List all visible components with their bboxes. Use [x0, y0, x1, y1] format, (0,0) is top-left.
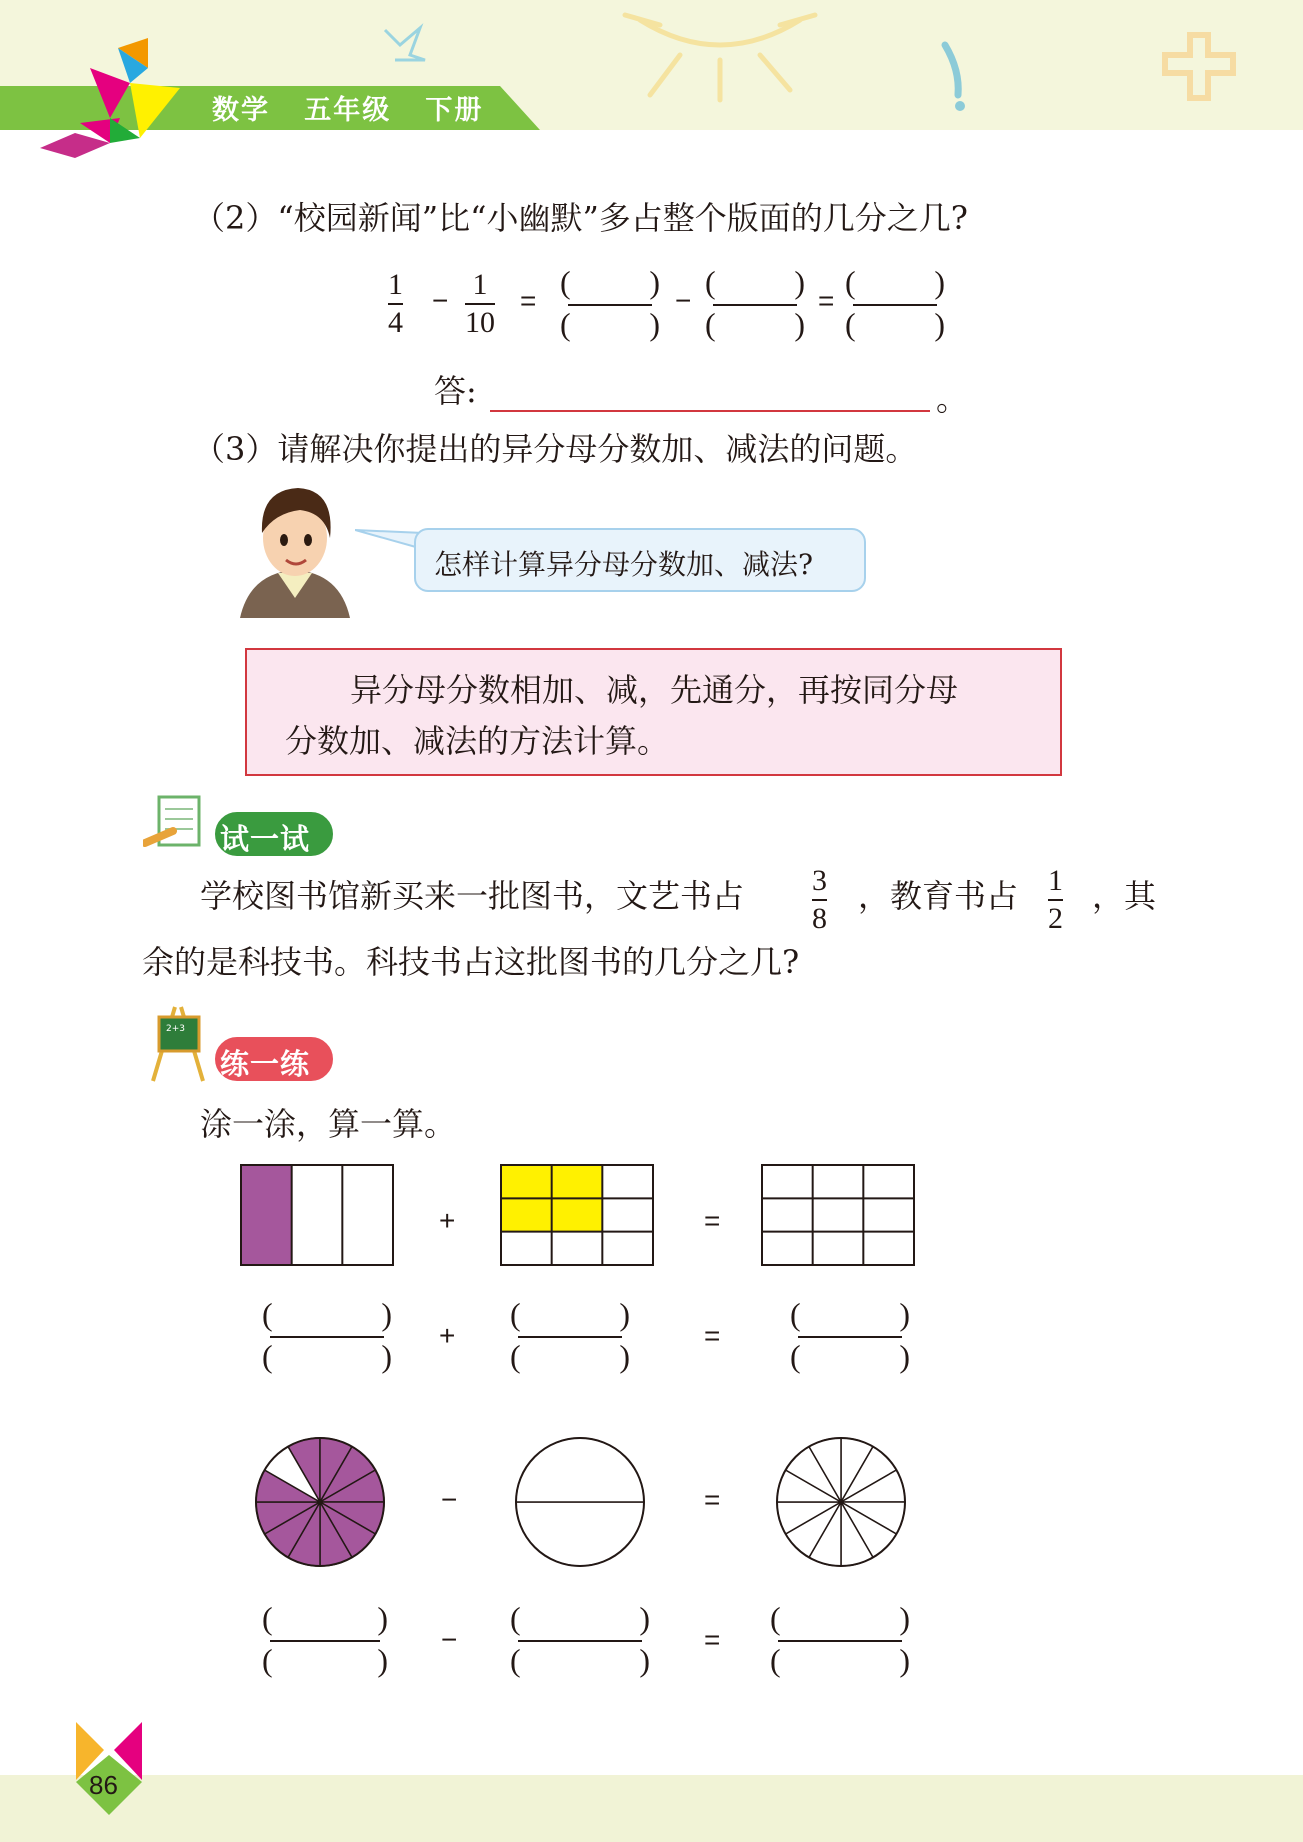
- fraction-1-4: 1 4: [388, 268, 403, 339]
- notebook-icon: [143, 793, 208, 855]
- equals-sign: =: [704, 1484, 721, 1515]
- answer-label: 答:: [434, 372, 477, 410]
- speech-text: 怎样计算异分母分数加、减法?: [434, 548, 814, 581]
- practice-title: 练一练: [220, 1047, 311, 1081]
- circle-mid-sector: [516, 1502, 644, 1566]
- page-number: 86: [89, 1770, 118, 1800]
- minus-sign: −: [441, 1484, 458, 1515]
- fraction-blank[interactable]: ( ) ( ): [262, 1296, 392, 1374]
- answer-line[interactable]: [490, 410, 930, 412]
- rule-line-2: 分数加、减法的方法计算。: [285, 722, 670, 760]
- footer-background: [0, 1775, 1303, 1842]
- equals-sign: =: [818, 285, 835, 316]
- rect-ninths-middle[interactable]: [500, 1164, 656, 1266]
- equals-sign: =: [704, 1320, 721, 1351]
- fraction-1-10: 1 10: [465, 268, 495, 339]
- fraction-blank[interactable]: ( ) ( ): [560, 264, 660, 342]
- fraction-blank[interactable]: ( ) ( ): [510, 1600, 650, 1678]
- plus-sign: +: [439, 1320, 456, 1351]
- fraction-blank[interactable]: ( ) ( ): [705, 264, 805, 342]
- rule-line-1: 异分母分数相加、减，先通分，再按同分母: [350, 671, 959, 709]
- plus-sign: +: [439, 1205, 456, 1236]
- try-it-title: 试一试: [220, 822, 311, 856]
- circle-halves-middle: [500, 1422, 660, 1582]
- practice-instruction: 涂一涂，算一算。: [200, 1105, 457, 1143]
- fraction-3-8: 3 8: [812, 864, 827, 935]
- fraction-blank[interactable]: ( ) ( ): [770, 1600, 910, 1678]
- try-it-line-1b: ，教育书占: [858, 877, 1019, 915]
- header-title: 数学 五年级 下册: [212, 95, 484, 126]
- fraction-blank[interactable]: ( ) ( ): [845, 264, 945, 342]
- tangram-logo: [30, 28, 190, 158]
- fraction-blank[interactable]: ( ) ( ): [262, 1600, 388, 1678]
- minus-sign: −: [675, 285, 692, 316]
- chalkboard-text: 2+3: [166, 1024, 185, 1034]
- equals-sign: =: [704, 1624, 721, 1655]
- try-it-line-2: 余的是科技书。科技书占这批图书的几分之几?: [142, 943, 800, 981]
- circle-twelfths-right[interactable]: [761, 1422, 921, 1582]
- rect-ninths-right[interactable]: [761, 1164, 917, 1266]
- answer-end: 。: [936, 380, 969, 418]
- fraction-blank[interactable]: ( ) ( ): [510, 1296, 630, 1374]
- circle-twelfths-left: [240, 1422, 400, 1582]
- rect-thirds-left: [240, 1164, 396, 1266]
- teacher-avatar: [240, 478, 350, 618]
- fraction-blank[interactable]: ( ) ( ): [790, 1296, 910, 1374]
- minus-sign: −: [441, 1624, 458, 1655]
- equals-sign: =: [704, 1205, 721, 1236]
- fraction-1-2: 1 2: [1048, 864, 1063, 935]
- try-it-line-1c: ，其: [1092, 877, 1157, 915]
- equals-sign: =: [520, 285, 537, 316]
- q3-question: （3）请解决你提出的异分母分数加、减法的问题。: [193, 430, 918, 468]
- chalkboard-icon: [143, 1003, 213, 1083]
- minus-sign: −: [432, 285, 449, 316]
- q2-question: （2）“校园新闻”比“小幽默”多占整个版面的几分之几?: [193, 199, 968, 237]
- try-it-line-1a: 学校图书馆新买来一批图书，文艺书占: [200, 877, 745, 915]
- circle-mid-sector: [516, 1438, 644, 1502]
